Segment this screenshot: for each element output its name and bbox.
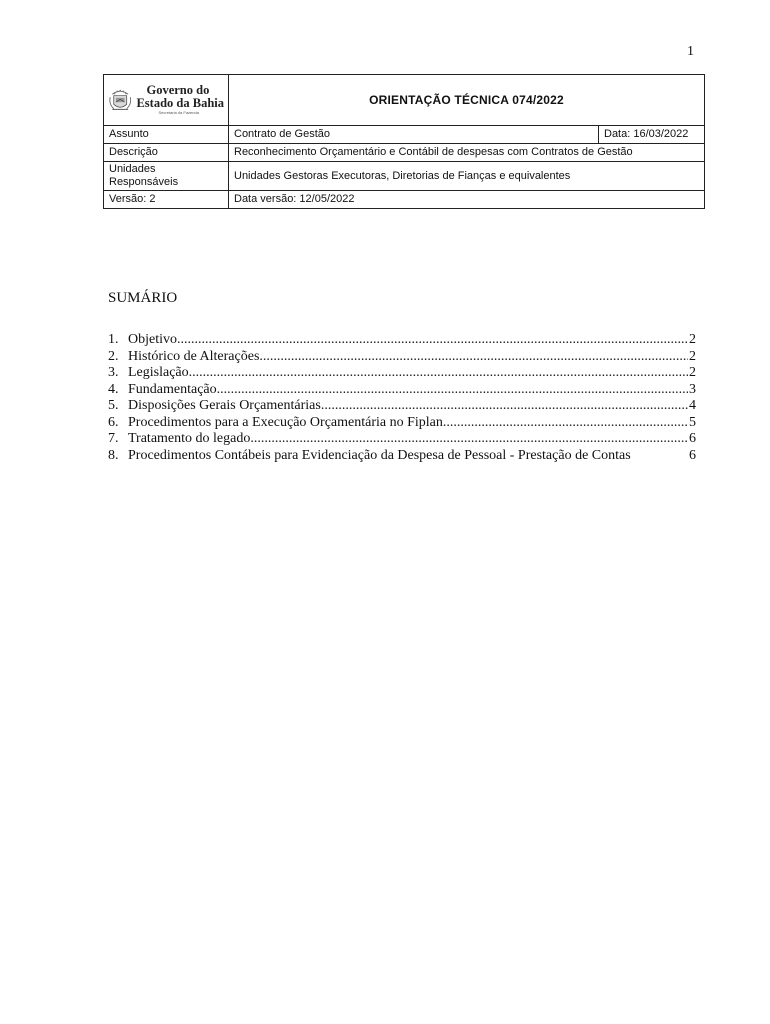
toc-leader bbox=[250, 431, 688, 448]
assunto-label: Assunto bbox=[104, 126, 229, 144]
toc-number: 4. bbox=[108, 381, 119, 397]
toc-item-objetivo[interactable] bbox=[108, 332, 696, 349]
descricao-value: Reconhecimento Orçamentário e Contábil de despesas com Contratos de Gestão bbox=[229, 144, 705, 162]
unidades-label: Unidades Responsáveis bbox=[104, 162, 229, 191]
assunto-value: Contrato de Gestão bbox=[229, 126, 599, 144]
logo-cell bbox=[104, 75, 229, 126]
toc-item-procedimentos-contabeis[interactable] bbox=[108, 448, 696, 465]
toc-leader bbox=[217, 382, 688, 399]
toc-page: 6 bbox=[689, 447, 696, 463]
page-number: 1 bbox=[687, 44, 694, 59]
toc-label: Histórico de Alterações bbox=[128, 348, 260, 364]
toc-page: 3 bbox=[689, 381, 696, 397]
toc-leader bbox=[177, 332, 688, 349]
toc-number: 8. bbox=[108, 447, 119, 463]
toc-number: 1. bbox=[108, 332, 119, 347]
toc-label: Tratamento do legado bbox=[128, 431, 251, 446]
toc-number: 7. bbox=[108, 431, 119, 446]
data-versao-value: Data versão: 12/05/2022 bbox=[229, 191, 705, 209]
table-of-contents bbox=[108, 332, 696, 464]
toc-label: Procedimentos Contábeis para Evidenciação da Despesa de Pessoal - Prestação de Contas bbox=[128, 447, 631, 463]
toc-page: 2 bbox=[689, 332, 696, 347]
toc-page: 2 bbox=[689, 365, 696, 380]
toc-label: Disposições Gerais Orçamentárias bbox=[128, 398, 321, 413]
toc-leader bbox=[259, 349, 688, 366]
toc-item-historico[interactable] bbox=[108, 349, 696, 366]
toc-label: Procedimentos para a Execução Orçamentária no Fiplan bbox=[128, 414, 443, 430]
bahia-logo bbox=[108, 82, 224, 118]
toc-label: Objetivo bbox=[128, 332, 177, 347]
toc-page: 5 bbox=[689, 414, 696, 430]
toc-number: 6. bbox=[108, 414, 119, 430]
versao-label: Versão: 2 bbox=[104, 191, 229, 209]
logo-line-2: Estado da Bahia bbox=[136, 96, 224, 110]
logo-subtitle: Secretaria da Fazenda bbox=[158, 110, 199, 115]
toc-leader bbox=[321, 398, 688, 415]
toc-item-procedimentos-fiplan[interactable] bbox=[108, 415, 696, 432]
logo-line-1: Governo do bbox=[146, 83, 210, 97]
toc-item-tratamento-legado[interactable] bbox=[108, 431, 696, 448]
coat-of-arms-icon bbox=[108, 82, 132, 118]
summary-title: SUMÁRIO bbox=[108, 290, 178, 306]
document-header-table bbox=[103, 74, 705, 209]
toc-item-disposicoes[interactable] bbox=[108, 398, 696, 415]
toc-leader bbox=[443, 415, 688, 432]
toc-number: 2. bbox=[108, 348, 119, 364]
descricao-label: Descrição bbox=[104, 144, 229, 162]
toc-number: 5. bbox=[108, 398, 119, 413]
toc-label: Fundamentação bbox=[128, 381, 217, 397]
toc-label: Legislação bbox=[128, 365, 189, 380]
toc-item-legislacao[interactable] bbox=[108, 365, 696, 382]
data-value: Data: 16/03/2022 bbox=[599, 126, 705, 144]
toc-page: 4 bbox=[689, 398, 696, 413]
toc-number: 3. bbox=[108, 365, 119, 380]
toc-page: 6 bbox=[689, 431, 696, 446]
toc-leader bbox=[189, 365, 688, 382]
unidades-value: Unidades Gestoras Executoras, Diretorias de Fianças e equivalentes bbox=[229, 162, 705, 191]
toc-page: 2 bbox=[689, 348, 696, 364]
toc-item-fundamentacao[interactable] bbox=[108, 382, 696, 399]
document-title: ORIENTAÇÃO TÉCNICA 074/2022 bbox=[229, 75, 705, 126]
